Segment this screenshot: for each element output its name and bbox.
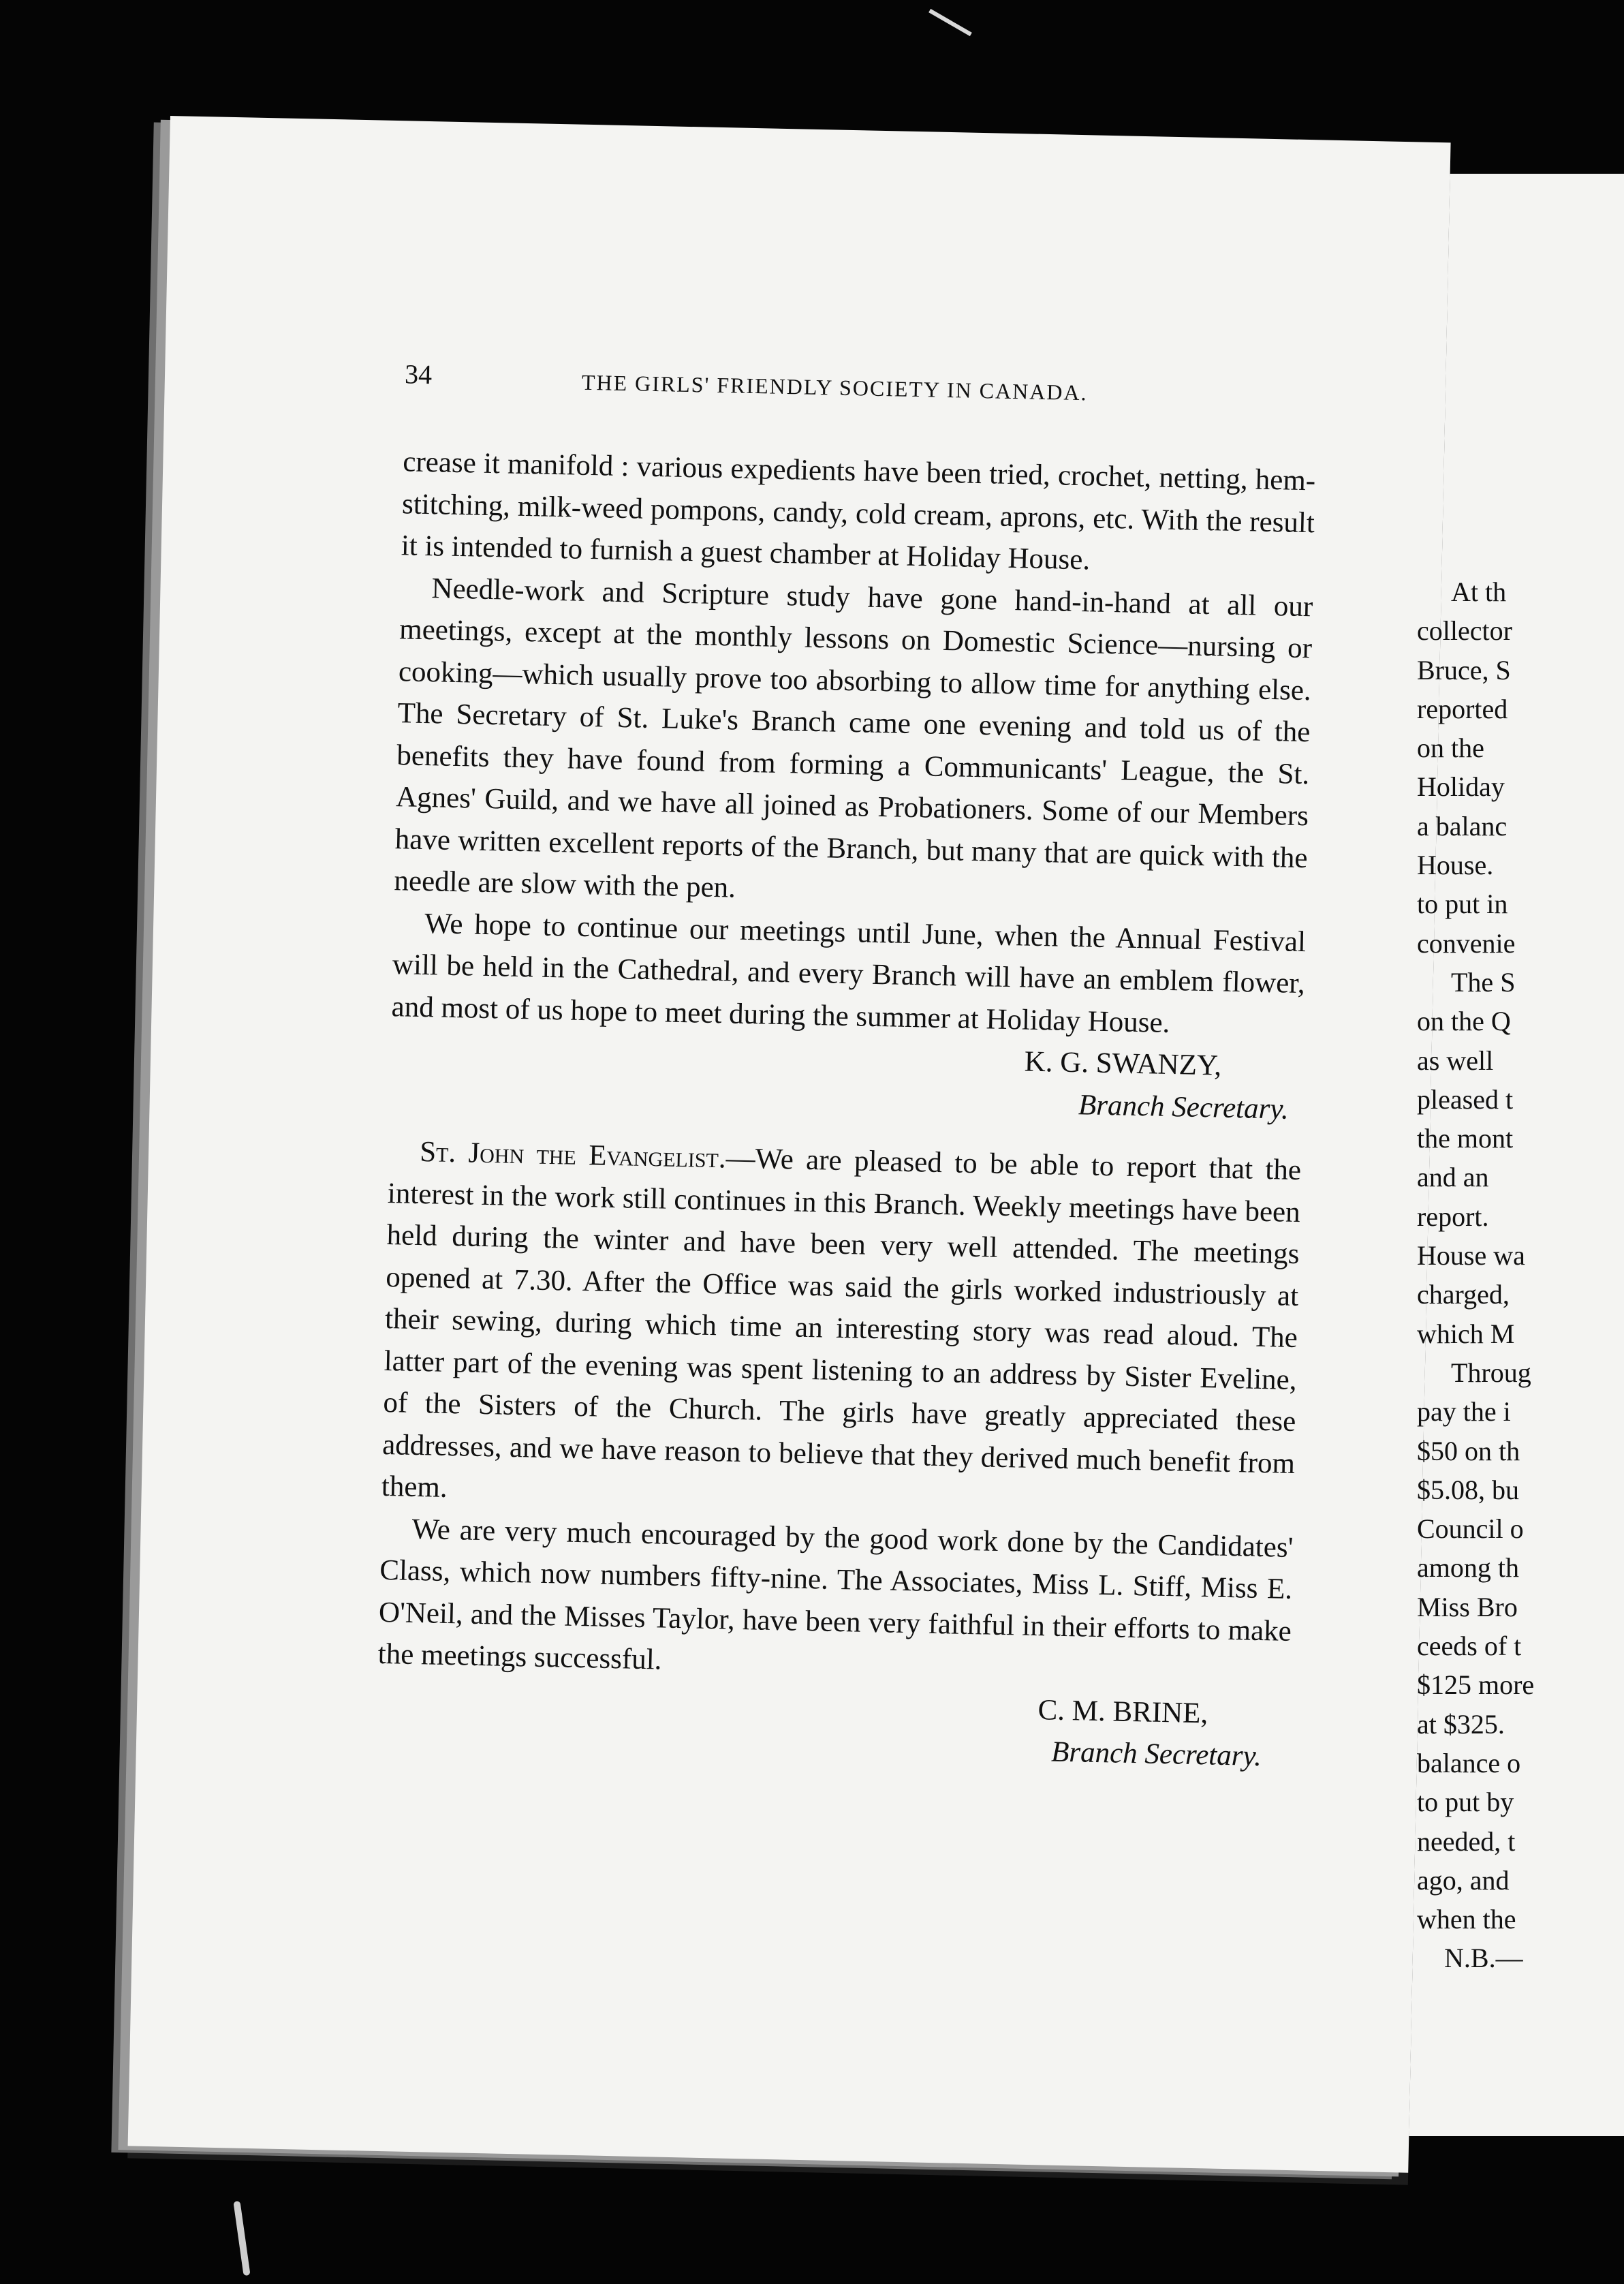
right-page-text-fragments	[1417, 572, 1624, 1978]
right-line: ago, and	[1417, 1864, 1510, 1896]
scan-artifact-bottom	[233, 2201, 250, 2276]
paragraph-4-body: —We are pleased to be able to report that the interest in the work still continues in this Branch. Weekly meetings have been held during the winter and have been very well attended. The meetings opened at 7.30. After the Office was said the girls worked industriously at their sewing, during which time an interesting story was read aloud. The latter part of the evening was spent listening to an address by Sister Eveline, of the Sisters of the Church. The girls have greatly appreciated these addresses, and we have reason to believe that they derived much benefit from them.	[381, 1142, 1302, 1504]
right-line: pay the i	[1417, 1396, 1511, 1428]
paragraph-4	[381, 1130, 1301, 1526]
right-line: a balanc	[1417, 810, 1508, 842]
right-line: which M	[1417, 1318, 1515, 1349]
right-line: reported	[1417, 693, 1508, 724]
right-line: when the	[1417, 1904, 1516, 1935]
paragraph-1: crease it manifold : various expedients have been tried, crochet, netting, hem-stitching, milk-weed pompons, candy, cold cream, aprons, etc. With the result it is intended to furnish a guest chamber at Holiday House.	[401, 446, 1316, 576]
paragraph-2: Needle-work and Scripture study have gone hand-in-hand at all our meetings, except at the monthly lessons on Domestic Science—nursing or cooking—which usually prove too absorbing to allow time for anything else. The Secretary of St. Luke's Branch came one evening and told us of the benefits they have found from forming a Communicants' League, the St. Agnes' Guild, and we have all joined as Probationers. Some of our Members have written excellent reports of the Branch, but many that are quick with the needle are slow with the pen.	[394, 572, 1313, 904]
right-line: pleased t	[1417, 1083, 1514, 1115]
right-line: The S	[1451, 966, 1516, 998]
right-line: among th	[1417, 1552, 1519, 1584]
page-number: 34	[404, 358, 433, 390]
right-line: on the	[1417, 732, 1484, 764]
right-line: on the Q	[1417, 1006, 1511, 1037]
scan-artifact-top	[928, 9, 972, 36]
signature-name-2: C. M. BRINE,	[1037, 1693, 1208, 1729]
right-line: balance o	[1417, 1747, 1521, 1778]
right-line: $5.08, bu	[1417, 1474, 1519, 1505]
left-page-body	[376, 441, 1316, 1778]
right-line: At th	[1451, 576, 1507, 607]
paragraph-3: We hope to continue our meetings until June, when the Annual Festival will be held in the Cathedral, and every Branch will have an emblem flower, and most of us hope to meet during the summer at Holiday House.	[391, 907, 1307, 1039]
right-line: convenie	[1417, 927, 1516, 959]
signature-name-1: K. G. SWANZY,	[1024, 1045, 1222, 1082]
right-line: as well	[1417, 1045, 1494, 1076]
right-line: report.	[1417, 1201, 1489, 1232]
right-line: Council o	[1417, 1513, 1524, 1545]
right-line: and an	[1417, 1162, 1489, 1193]
right-line: charged,	[1417, 1279, 1510, 1310]
right-line: N.B.—	[1444, 1943, 1523, 1974]
right-line: the mont	[1417, 1123, 1514, 1154]
signature-title-2: Branch Secretary.	[1050, 1735, 1262, 1773]
right-line: Bruce, S	[1417, 654, 1511, 685]
right-line: Holiday	[1417, 771, 1505, 803]
right-line: at $325.	[1417, 1708, 1505, 1740]
signature-title-1: Branch Secretary.	[1078, 1088, 1290, 1126]
right-line: $50 on th	[1417, 1435, 1520, 1466]
right-line: Throug	[1451, 1357, 1531, 1388]
right-line: $125 more	[1417, 1669, 1535, 1701]
running-header	[404, 358, 1317, 405]
right-line: to put by	[1417, 1787, 1514, 1818]
left-page	[128, 116, 1451, 2173]
paragraph-5: We are very much encouraged by the good work done by the Candidates' Class, which now numbers fifty-nine. The Associates, Miss L. Stiff, Miss E. O'Neil, and the Misses Taylor, have been very faithful in their efforts to make the meetings successful.	[377, 1513, 1294, 1676]
right-line: Miss Bro	[1417, 1591, 1518, 1622]
right-line: House wa	[1417, 1240, 1525, 1271]
running-title: THE GIRLS' FRIENDLY SOCIETY IN CANADA.	[581, 369, 1088, 405]
right-line: to put in	[1417, 889, 1508, 920]
right-line: ceeds of t	[1417, 1631, 1522, 1662]
right-line: House.	[1417, 850, 1494, 881]
right-line: needed, t	[1417, 1825, 1516, 1857]
right-line: collector	[1417, 615, 1512, 647]
section-heading-st-john: St. John the Evangelist.	[419, 1136, 727, 1175]
